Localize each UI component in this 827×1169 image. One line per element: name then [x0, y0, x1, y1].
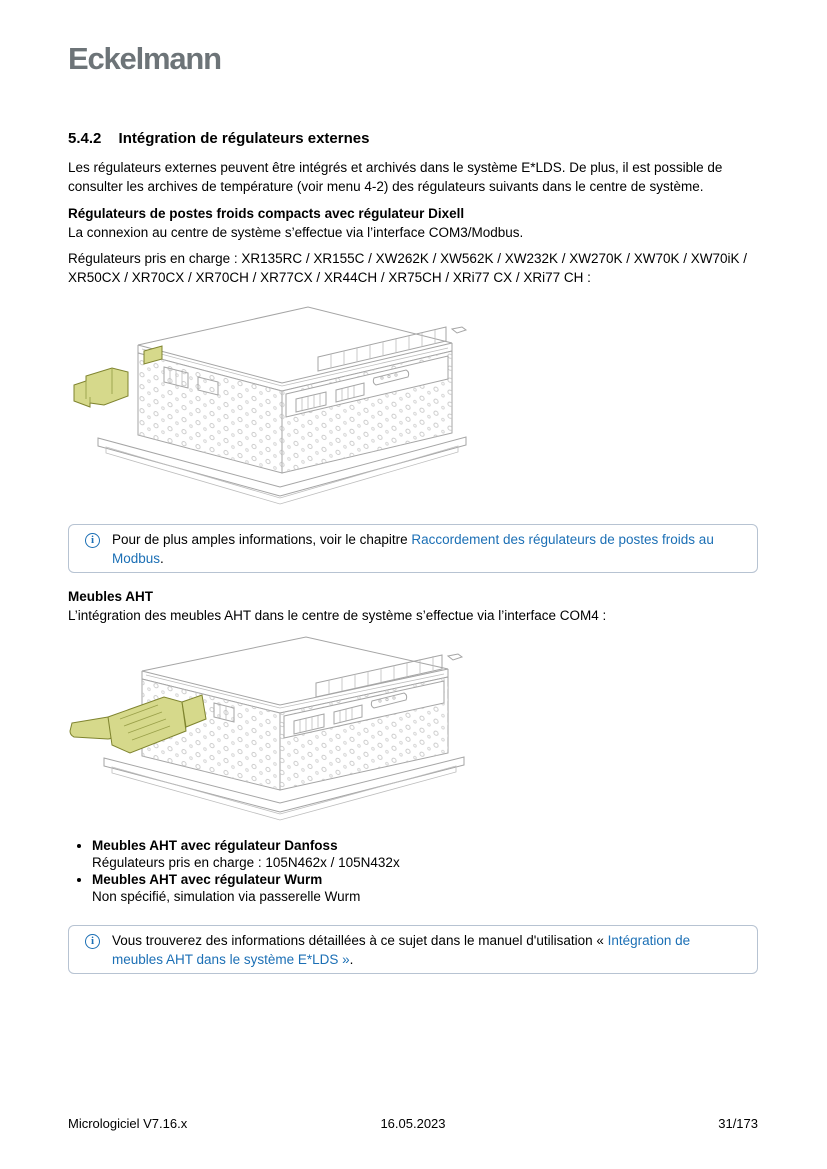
bullet-title: • Meubles AHT avec régulateur Danfoss: [92, 838, 338, 853]
eckelmann-logo: Eckelmann: [68, 41, 221, 76]
link-integration-aht[interactable]: Intégration de meubles AHT dans le système E*LDS »: [112, 933, 691, 967]
list-item: [92, 871, 758, 905]
controller-line-drawing-2: [68, 627, 470, 822]
bullet-detail: Non spécifié, simulation via passerelle Wurm: [92, 889, 361, 904]
footer-date: 16.05.2023: [380, 1116, 446, 1131]
footer-firmware-version: Micrologiciel V7.16.x: [68, 1116, 188, 1131]
info-box-modbus: [68, 524, 758, 573]
device-illustration-com4: [68, 627, 470, 827]
info-text-before: Pour de plus amples informations, voir le chapitre: [112, 532, 412, 547]
dixell-connection-line: La connexion au centre de système s’effectue via l’interface COM3/Modbus.: [68, 225, 524, 240]
info-box-aht-manual: [68, 925, 758, 974]
footer-page-number: 31/173: [718, 1116, 758, 1131]
info-box-text: [112, 530, 739, 568]
aht-heading: Meubles AHT: [68, 589, 154, 604]
info-text-before: Vous trouverez des informations détaillées à ce sujet dans le manuel d'utilisation «: [112, 933, 608, 948]
controller-line-drawing-1: [68, 295, 470, 507]
dixell-supported-list: Régulateurs pris en charge : XR135RC / XR155C / XW262K / XW562K / XW232K / XW270K / XW70K / XW70iK / XR50CX / XR70CX / XR70CH / XR77CX / XR44CH / XR75CH / XRi77 CX / XRi77 CH :: [68, 251, 748, 285]
section-title: Intégration de régulateurs externes: [118, 130, 370, 147]
info-text-after: .: [160, 551, 164, 566]
info-box-text: [112, 931, 739, 969]
list-item: [92, 837, 758, 871]
device-illustration-com3: [68, 295, 470, 512]
section-number: 5.4.2: [68, 130, 102, 147]
section-heading: [68, 130, 758, 148]
bullet-detail: Régulateurs pris en charge : 105N462x / 105N432x: [92, 855, 400, 870]
aht-line: L’intégration des meubles AHT dans le centre de système s’effectue via l’interface COM4 :: [68, 608, 607, 623]
info-icon: i: [85, 533, 100, 548]
aht-bullet-list: [68, 837, 758, 905]
info-text-after: .: [349, 952, 354, 967]
dixell-heading: Régulateurs de postes froids compacts avec régulateur Dixell: [68, 206, 465, 221]
info-icon: i: [85, 934, 100, 949]
link-raccordement-modbus[interactable]: Raccordement des régulateurs de postes froids au Modbus: [112, 532, 714, 566]
bullet-title: • Meubles AHT avec régulateur Wurm: [92, 872, 323, 887]
intro-paragraph: Les régulateurs externes peuvent être intégrés et archivés dans le système E*LDS. De plus, il est possible de consulter les archives de température (voir menu 4-2) des régulateurs suivants dans le centre de système.: [68, 160, 723, 194]
page-footer: [68, 1116, 758, 1131]
